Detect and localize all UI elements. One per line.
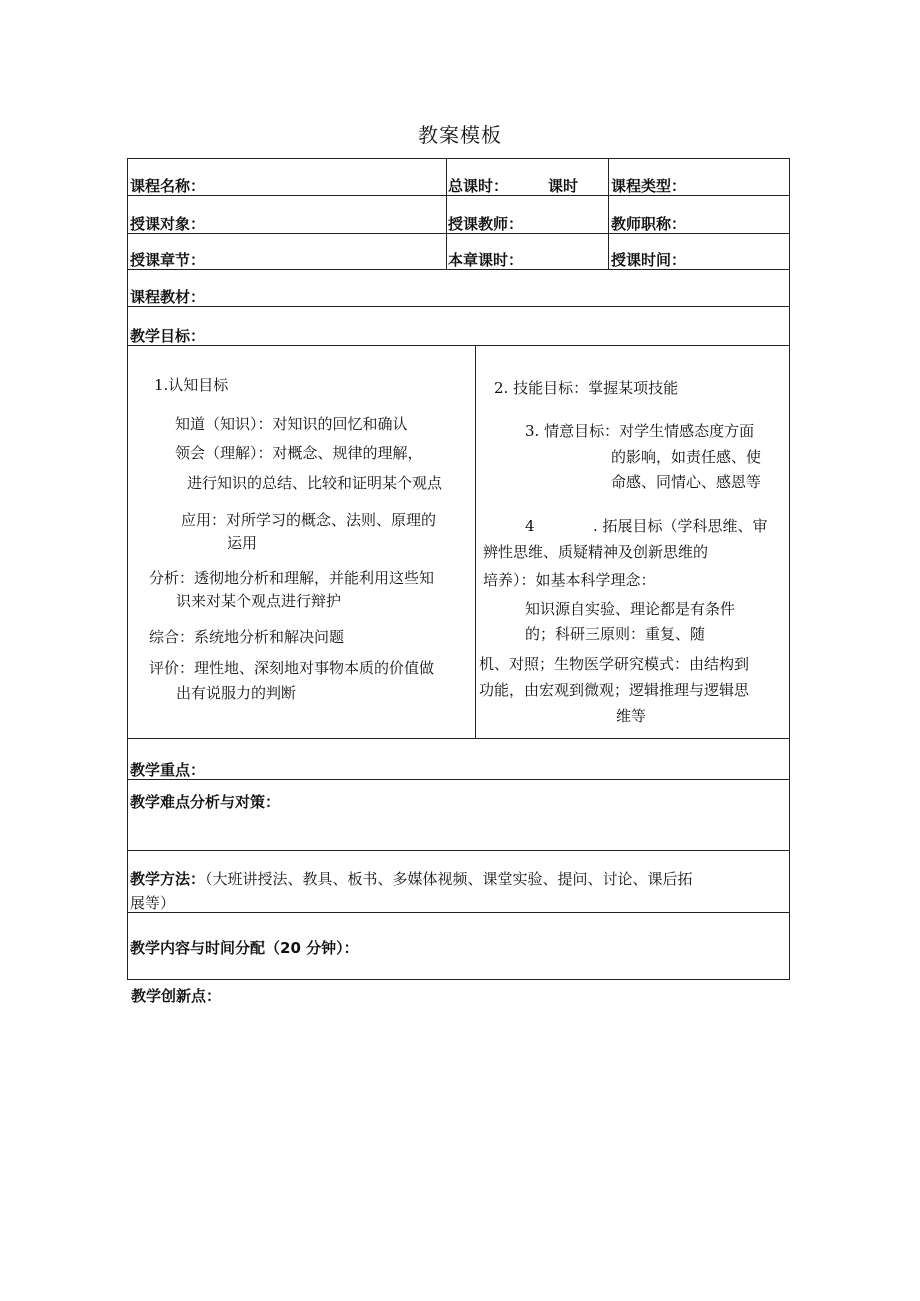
difficulties-label: 教学难点分析与对策：	[130, 793, 281, 811]
expand-objective-cont: 维等	[616, 707, 647, 725]
objective-analyze-cont: 识来对某个观点进行辩护	[176, 592, 342, 610]
page-title: 教案模板	[418, 123, 502, 147]
column-divider	[608, 158, 609, 270]
table-border-left	[127, 158, 128, 980]
objective-synthesize: 综合：系统地分析和解决问题	[149, 628, 345, 646]
teach-time-label: 授课时间：	[611, 251, 687, 269]
hours-unit-label: 课时	[548, 177, 579, 195]
expand-number: 4	[525, 517, 535, 535]
total-hours-label: 总课时：	[448, 177, 509, 195]
row-divider	[127, 306, 790, 307]
course-type-label: 课程类型：	[611, 177, 687, 195]
expand-objective-cont: 机、对照；生物医学研究模式：由结构到	[479, 655, 750, 673]
chapter-label: 授课章节：	[130, 251, 206, 269]
objectives-label: 教学目标：	[130, 327, 206, 345]
objective-evaluate-cont: 出有说服力的判断	[176, 684, 297, 702]
expand-objective: . 拓展目标（学科思维、审	[593, 517, 768, 535]
teacher-title-label: 教师职称：	[611, 215, 687, 233]
course-name-label: 课程名称：	[130, 177, 206, 195]
row-divider	[127, 912, 790, 913]
emotion-objective: 3. 情意目标：对学生情感态度方面	[525, 422, 755, 440]
row-divider	[127, 738, 790, 739]
textbook-label: 课程教材：	[130, 288, 206, 306]
emotion-objective-cont: 的影响，如责任感、使	[611, 448, 762, 466]
emotion-objective-cont: 命感、同情心、感恩等	[611, 473, 762, 491]
key-points-label: 教学重点：	[130, 761, 206, 779]
expand-objective-cont: 知识源自实验、理论都是有条件	[525, 600, 736, 618]
skill-objective: 2. 技能目标：掌握某项技能	[494, 379, 679, 397]
content-time-label: 教学内容与时间分配（20 分钟）：	[130, 939, 359, 957]
teacher-label: 授课教师：	[448, 215, 524, 233]
row-divider	[127, 779, 790, 780]
expand-objective-cont: 功能，由宏观到微观；逻辑推理与逻辑思	[479, 681, 750, 699]
innovation-label: 教学创新点：	[131, 987, 222, 1005]
row-divider	[127, 345, 790, 346]
table-border-top	[127, 158, 790, 159]
objective-evaluate: 评价：理性地、深刻地对事物本质的价值做	[149, 659, 435, 677]
objective-analyze: 分析：透彻地分析和理解，并能利用这些知	[149, 569, 435, 587]
objectives-divider	[475, 345, 476, 739]
methods-text-cont: 展等）	[130, 894, 176, 912]
methods-text: （大班讲授法、教具、板书、多媒体视频、课堂实验、提问、讨论、课后拓	[205, 870, 693, 888]
objective-comprehend: 领会（理解）：对概念、规律的理解，	[175, 444, 423, 462]
expand-objective-cont: 的；科研三原则：重复、随	[525, 625, 706, 643]
cognitive-heading: 1.认知目标	[154, 376, 229, 394]
column-divider	[446, 158, 447, 270]
objective-know: 知道（知识）：对知识的回忆和确认	[175, 415, 408, 433]
objective-apply-cont: 运用	[227, 534, 258, 552]
lesson-plan-table	[127, 158, 790, 980]
methods-label: 教学方法：	[130, 870, 206, 888]
audience-label: 授课对象：	[130, 215, 206, 233]
objective-apply: 应用：对所学习的概念、法则、原理的	[181, 511, 437, 529]
methods-row	[130, 868, 693, 889]
table-border-right	[789, 158, 790, 980]
chapter-hours-label: 本章课时：	[448, 251, 524, 269]
objective-comprehend-cont: 进行知识的总结、比较和证明某个观点	[187, 474, 443, 492]
table-border-bottom	[127, 979, 790, 980]
expand-objective-cont: 辨性思维、质疑精神及创新思维的	[483, 543, 709, 561]
row-divider	[127, 850, 790, 851]
expand-objective-cont: 培养）：如基本科学理念：	[483, 571, 656, 589]
